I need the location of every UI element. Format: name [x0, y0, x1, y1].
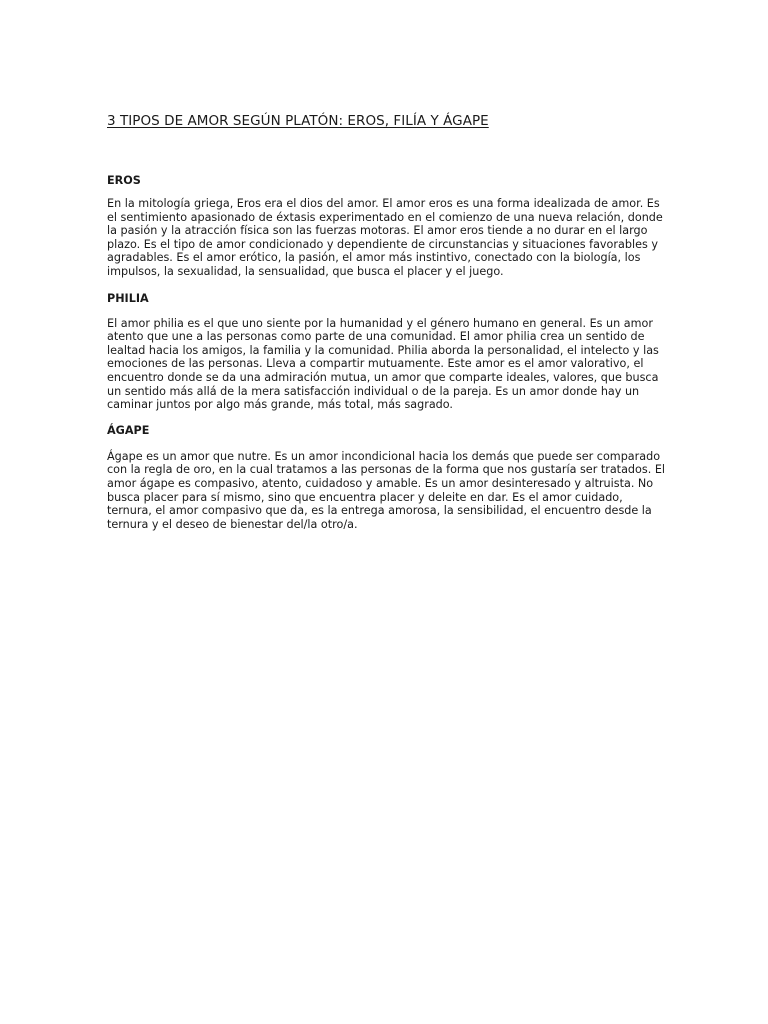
- section-paragraph-eros: En la mitología griega, Eros era el dios del amor. El amor eros es una forma idealizada de amor. Es el sentimiento apasionado de éxtasis experimentado en el comienzo de una nueva relación, donde la pasión y la atracción física son las fuerzas motoras. El amor eros tiende a no durar en el largo plazo. Es el tipo de amor condicionado y dependiente de circunstancias y situaciones favorables y agradables. Es el amor erótico, la pasión, el amor más instintivo, conectado con la biología, los impulsos, la sexualidad, la sensualidad, que busca el placer y el juego.: [107, 197, 663, 278]
- section-heading-agape: ÁGAPE: [107, 423, 150, 437]
- section-paragraph-philia: El amor philia es el que uno siente por la humanidad y el género humano en general. Es un amor atento que une a las personas como parte de una comunidad. El amor philia crea un sentido de lealtad hacia los amigos, la familia y la comunidad. Philia aborda la personalidad, el intelecto y las emociones de las personas. Lleva a compartir mutuamente. Este amor es el amor valorativo, el encuentro donde se da una admiración mutua, un amor que comparte ideales, valores, que busca un sentido más allá de la mera satisfacción individual o de la pareja. Es un amor donde hay un caminar juntos por algo más grande, más total, más sagrado.: [107, 316, 659, 412]
- document-body: [107, 174, 667, 531]
- section-philia: [107, 292, 667, 412]
- section-heading-philia: PHILIA: [107, 291, 149, 305]
- document-title: 3 TIPOS DE AMOR SEGÚN PLATÓN: EROS, FILÍA Y ÁGAPE: [107, 113, 489, 129]
- section-eros: [107, 174, 667, 279]
- section-agape: [107, 424, 667, 532]
- section-paragraph-agape: Ágape es un amor que nutre. Es un amor incondicional hacia los demás que puede ser comparado con la regla de oro, en la cual tratamos a las personas de la forma que nos gustaría ser tratados. El amor ágape es compasivo, atento, cuidadoso y amable. Es un amor desinteresado y altruista. No busca placer para sí mismo, sino que encuentra placer y deleite en dar. Es el amor cuidado, ternura, el amor compasivo que da, es la entrega amorosa, la sensibilidad, el encuentro desde la ternura y el deseo de bienestar del/la otro/a.: [107, 449, 665, 531]
- section-heading-eros: EROS: [107, 174, 141, 187]
